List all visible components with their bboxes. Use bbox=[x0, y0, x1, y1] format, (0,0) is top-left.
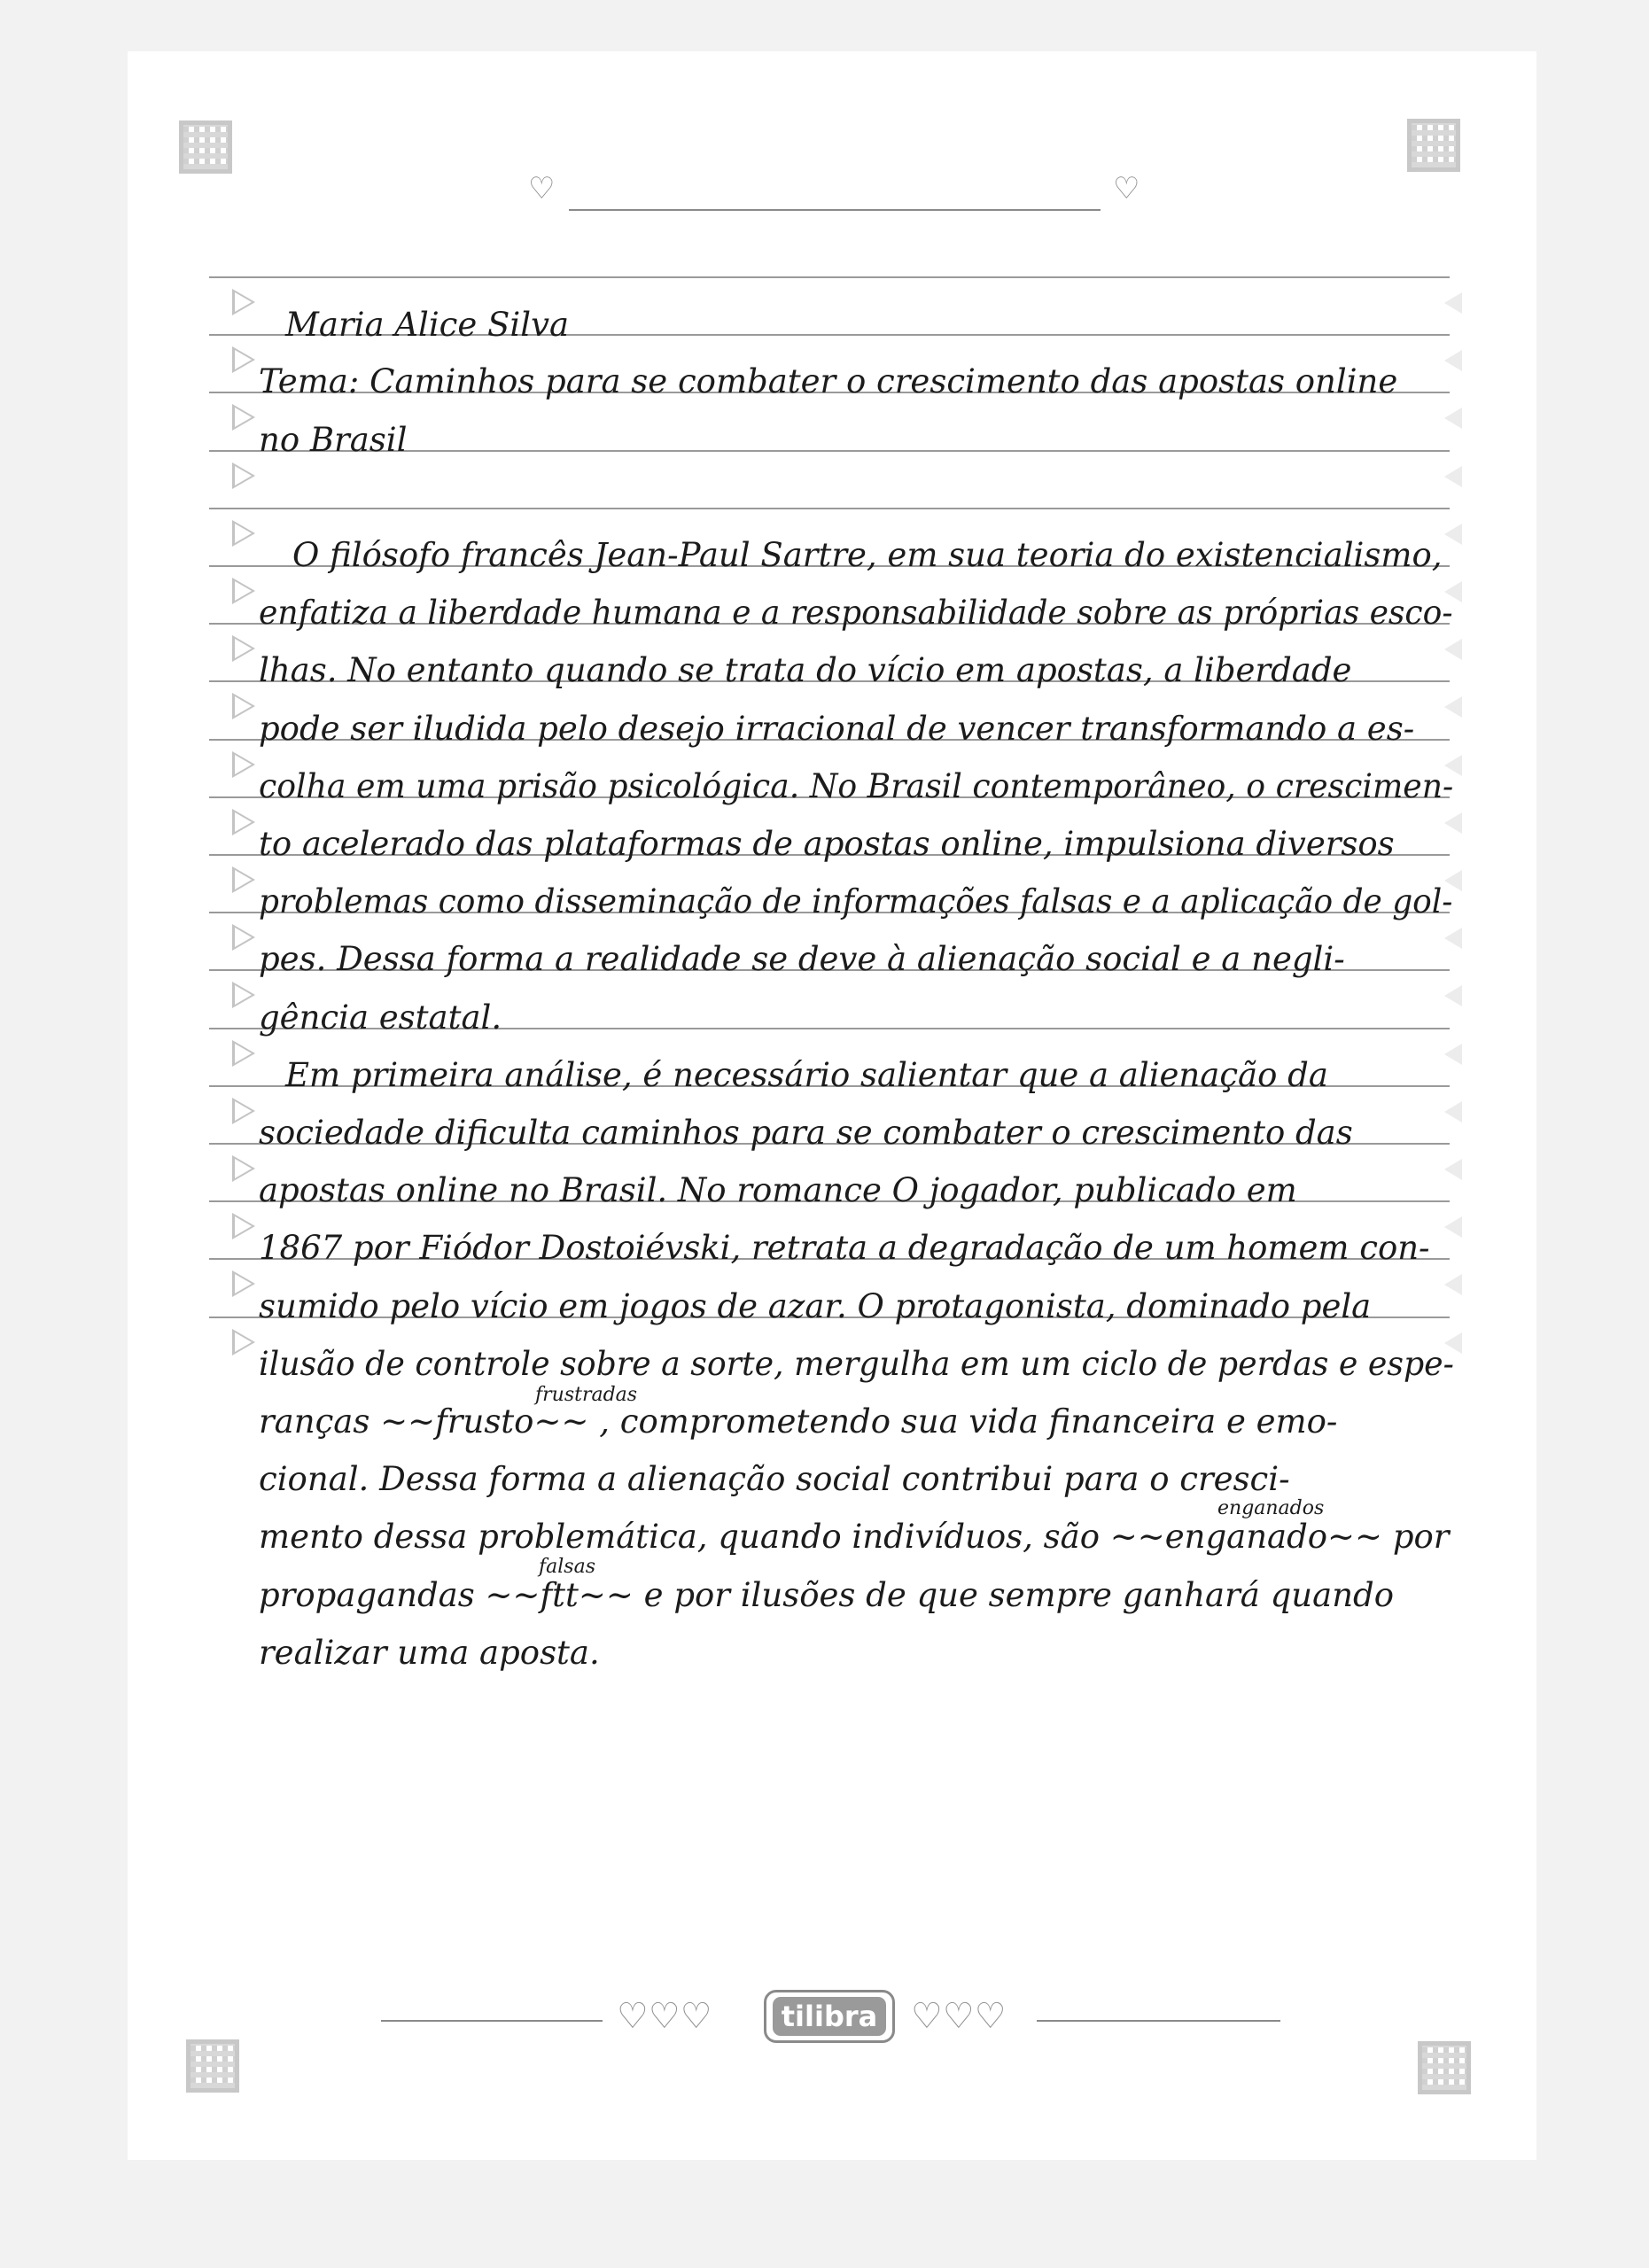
right-line-marker-icon bbox=[1444, 1101, 1462, 1122]
right-line-marker-icon bbox=[1444, 696, 1462, 718]
essay-line: sociedade dificulta caminhos para se combater o crescimento das bbox=[259, 1114, 1353, 1152]
line-marker-icon bbox=[232, 1213, 255, 1239]
line-marker-icon bbox=[232, 462, 255, 489]
essay-line: Em primeira análise, é necessário salientar que a alienação da bbox=[285, 1056, 1328, 1094]
essay-line: pode ser iludida pelo desejo irracional de vencer transformando a es- bbox=[259, 710, 1415, 748]
essay-line: problemas como disseminação de informações falsas e a aplicação de gol- bbox=[259, 882, 1453, 920]
footer-hearts-left-icon: ♡♡♡ bbox=[617, 1996, 712, 2037]
corner-code-bottom-right bbox=[1418, 2041, 1471, 2094]
line-marker-icon bbox=[232, 1270, 255, 1297]
line-marker-icon bbox=[232, 520, 255, 547]
essay-line: colha em uma prisão psicológica. No Brasil contemporâneo, o crescimen- bbox=[259, 767, 1454, 805]
essay-line: propagandas ~~ftt~~ e por ilusões de que sempre ganhará quando bbox=[259, 1576, 1394, 1614]
author-name: Maria Alice Silva bbox=[285, 306, 570, 344]
header-heart-right-icon: ♡ bbox=[1113, 171, 1140, 206]
theme-line-2: no Brasil bbox=[259, 421, 408, 459]
corner-code-bottom-left bbox=[186, 2039, 239, 2093]
ruled-line bbox=[209, 508, 1450, 509]
essay-line: lhas. No entanto quando se trata do vício em apostas, a liberdade bbox=[259, 651, 1352, 689]
ruled-line bbox=[209, 276, 1450, 278]
line-marker-icon bbox=[232, 1155, 255, 1182]
line-marker-icon bbox=[232, 346, 255, 373]
right-line-marker-icon bbox=[1444, 350, 1462, 371]
corner-code-top-right bbox=[1407, 119, 1460, 172]
right-line-marker-icon bbox=[1444, 812, 1462, 834]
line-marker-icon bbox=[232, 751, 255, 778]
right-line-marker-icon bbox=[1444, 292, 1462, 314]
right-line-marker-icon bbox=[1444, 928, 1462, 949]
right-line-marker-icon bbox=[1444, 639, 1462, 660]
right-line-marker-icon bbox=[1444, 1159, 1462, 1180]
essay-line: pes. Dessa forma a realidade se deve à alienação social e a negli- bbox=[259, 940, 1345, 978]
essay-line: 1867 por Fiódor Dostoiévski, retrata a degradação de um homem con- bbox=[259, 1229, 1430, 1267]
line-marker-icon bbox=[232, 635, 255, 662]
right-line-marker-icon bbox=[1444, 1216, 1462, 1238]
line-marker-icon bbox=[232, 809, 255, 835]
essay-line: cional. Dessa forma a alienação social contribui para o cresci- bbox=[259, 1460, 1290, 1498]
essay-line: mento dessa problemática, quando indivíduos, são ~~enganado~~ por bbox=[259, 1518, 1450, 1556]
footer-line-left bbox=[381, 2020, 603, 2022]
corner-code-top-left bbox=[179, 120, 232, 174]
line-marker-icon bbox=[232, 1098, 255, 1124]
line-marker-icon bbox=[232, 1040, 255, 1067]
essay-line: enfatiza a liberdade humana e a responsabilidade sobre as próprias esco- bbox=[259, 594, 1453, 632]
line-marker-icon bbox=[232, 578, 255, 604]
line-marker-icon bbox=[232, 289, 255, 315]
footer-line-right bbox=[1037, 2020, 1280, 2022]
essay-line: ranças ~~frusto~~ , comprometendo sua vida financeira e emo- bbox=[259, 1402, 1338, 1441]
essay-line: apostas online no Brasil. No romance O jogador, publicado em bbox=[259, 1171, 1297, 1209]
right-line-marker-icon bbox=[1444, 1044, 1462, 1065]
essay-line: gência estatal. bbox=[259, 998, 502, 1037]
essay-line: to acelerado das plataformas de apostas online, impulsiona diversos bbox=[259, 825, 1395, 863]
right-line-marker-icon bbox=[1444, 1274, 1462, 1295]
line-marker-icon bbox=[232, 693, 255, 719]
insertion-frustradas: frustradas bbox=[535, 1384, 638, 1406]
theme-line-1: Tema: Caminhos para se combater o crescimento das apostas online bbox=[259, 362, 1398, 400]
line-marker-icon bbox=[232, 404, 255, 431]
right-line-marker-icon bbox=[1444, 524, 1462, 545]
essay-line: O filósofo francês Jean-Paul Sartre, em sua teoria do existencialismo, bbox=[292, 536, 1443, 574]
insertion-enganados: enganados bbox=[1217, 1497, 1325, 1519]
footer-hearts-right-icon: ♡♡♡ bbox=[911, 1996, 1007, 2037]
insertion-falsas: falsas bbox=[539, 1556, 595, 1578]
brand-logo bbox=[764, 1990, 895, 2043]
header-name-line bbox=[569, 209, 1101, 211]
right-line-marker-icon bbox=[1444, 466, 1462, 487]
line-marker-icon bbox=[232, 866, 255, 893]
brand-name: tilibra bbox=[773, 1997, 886, 2036]
line-marker-icon bbox=[232, 924, 255, 951]
right-line-marker-icon bbox=[1444, 985, 1462, 1006]
header-heart-left-icon: ♡ bbox=[528, 171, 556, 206]
essay-line: ilusão de controle sobre a sorte, mergulha em um ciclo de perdas e espe- bbox=[259, 1345, 1454, 1383]
line-marker-icon bbox=[232, 1329, 255, 1355]
essay-line: sumido pelo vício em jogos de azar. O protagonista, dominado pela bbox=[259, 1287, 1372, 1325]
right-line-marker-icon bbox=[1444, 408, 1462, 429]
essay-line: realizar uma aposta. bbox=[259, 1634, 600, 1672]
line-marker-icon bbox=[232, 982, 255, 1008]
